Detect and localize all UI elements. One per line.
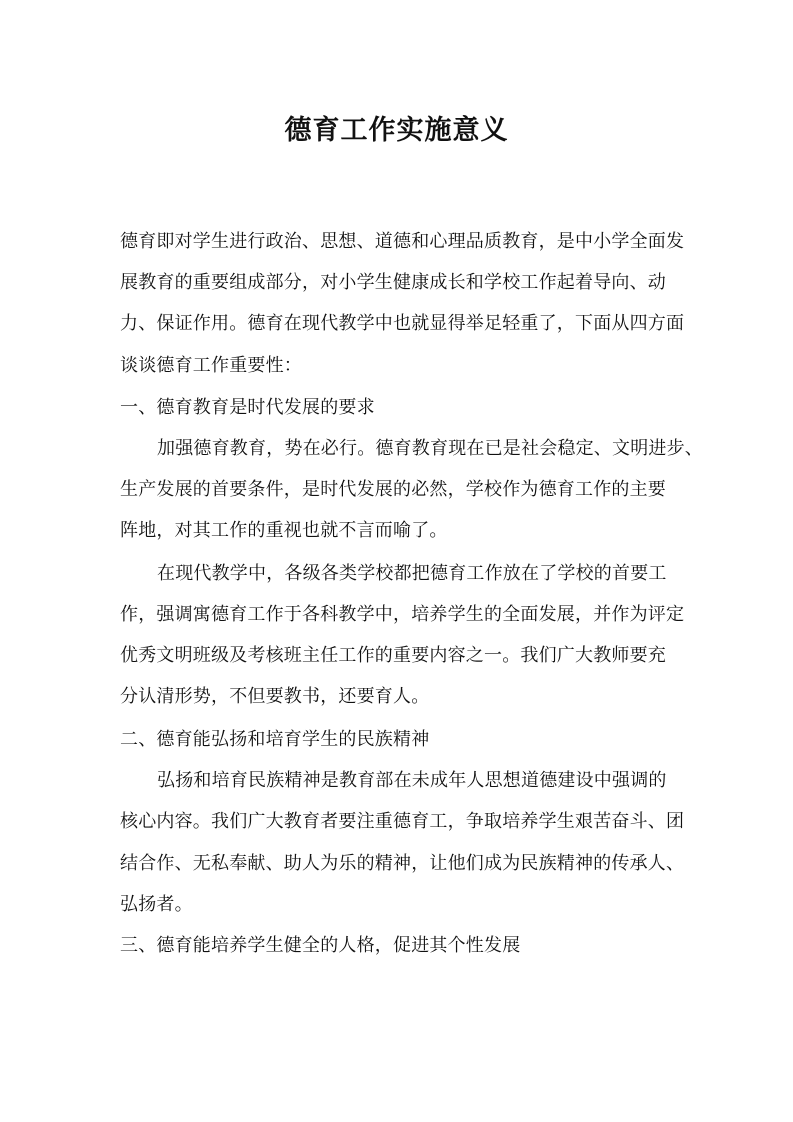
section-heading: 三、德育能培养学生健全的人格，促进其个性发展 [120,935,521,956]
paragraph-line: 生产发展的首要条件，是时代发展的必然，学校作为德育工作的主要 [120,479,666,500]
paragraph-line: 阵地，对其工作的重视也就不言而喻了。 [120,520,448,541]
paragraph-line: 德育即对学生进行政治、思想、道德和心理品质教育，是中小学全面发 [120,231,685,252]
paragraph-line: 作，强调寓德育工作于各科教学中，培养学生的全面发展，并作为评定 [120,604,685,625]
paragraph-line: 核心内容。我们广大教育者要注重德育工，争取培养学生艰苦奋斗、团 [120,811,685,832]
paragraph-line: 加强德育教育，势在必行。德育教育现在已是社会稳定、文明进步、 [157,438,703,459]
section-heading: 一、德育教育是时代发展的要求 [120,397,375,418]
paragraph-line: 弘扬和培育民族精神是教育部在未成年人思想道德建设中强调的 [157,770,667,791]
paragraph-line: 分认清形势，不但要教书，还要育人。 [120,686,430,707]
document-title: 德育工作实施意义 [284,115,509,146]
paragraph-line: 谈谈德育工作重要性： [120,355,302,376]
paragraph-line: 力、保证作用。德育在现代教学中也就显得举足轻重了，下面从四方面 [120,313,685,334]
paragraph-line: 弘扬者。 [120,894,193,915]
paragraph-line: 展教育的重要组成部分，对小学生健康成长和学校工作起着导向、动 [120,272,666,293]
paragraph-line: 结合作、无私奉献、助人为乐的精神，让他们成为民族精神的传承人、 [120,853,685,874]
paragraph-line: 在现代教学中，各级各类学校都把德育工作放在了学校的首要工 [157,563,667,584]
section-heading: 二、德育能弘扬和培育学生的民族精神 [120,729,430,750]
paragraph-line: 优秀文明班级及考核班主任工作的重要内容之一。我们广大教师要充 [120,645,666,666]
